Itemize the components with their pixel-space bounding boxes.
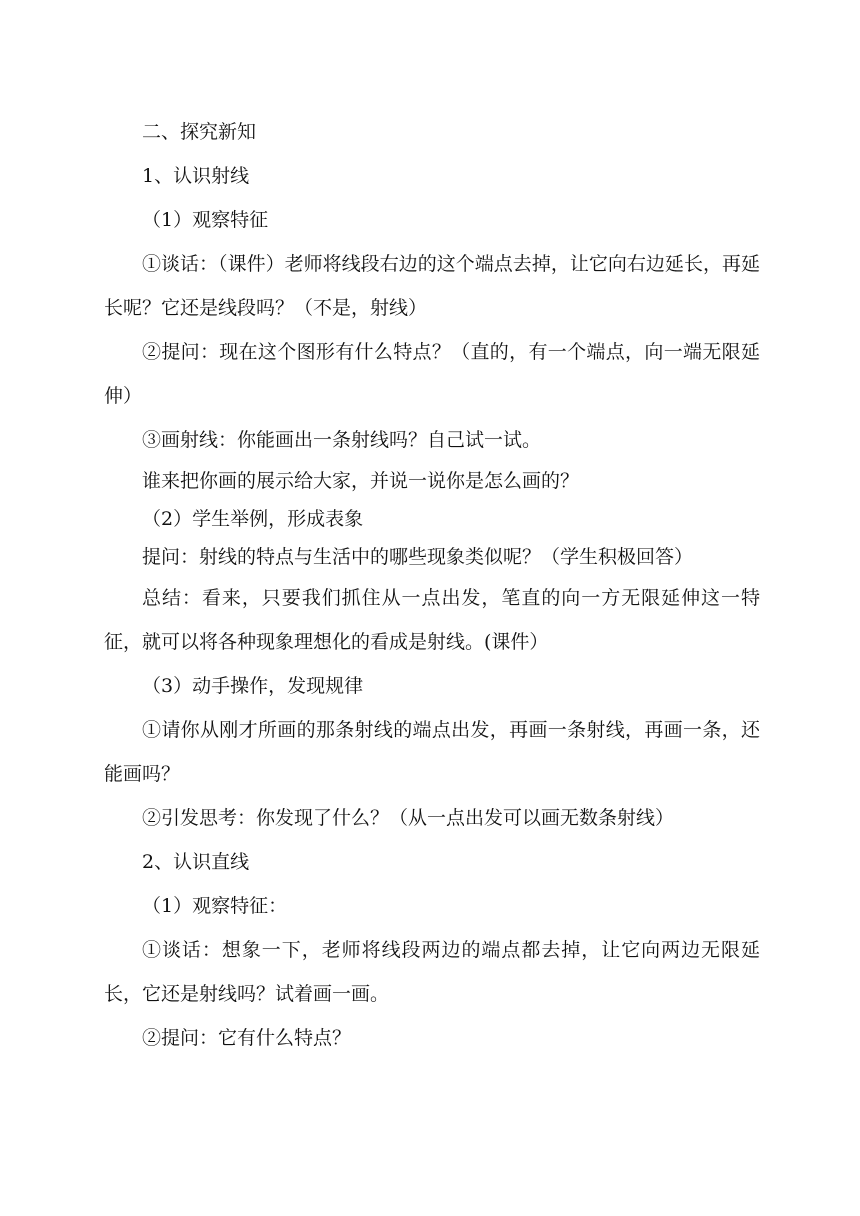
paragraph-question-line: ②提问：它有什么特点？	[142, 1027, 352, 1049]
paragraph-talk-line: ①谈话：想象一下，老师将线段两边的端点都去掉，让它向两边无限延长，它还是射线吗？试着画一画。	[104, 939, 760, 1005]
paragraph-question-examples: 提问：射线的特点与生活中的哪些现象类似呢？（学生积极回答）	[142, 546, 694, 568]
paragraph-talk-ray: ①谈话：（课件）老师将线段右边的这个端点去掉，让它向右边延长，再延长呢？它还是线段吗？（不是，射线）	[104, 253, 760, 319]
paragraph-draw-ray: ③画射线：你能画出一条射线吗？自己试一试。	[142, 429, 542, 451]
paragraph-summary: 总结：看来，只要我们抓住从一点出发，笔直的向一方无限延伸这一特征，就可以将各种现象理想化的看成是射线。(课件）	[104, 587, 760, 653]
paragraph-question-ray: ②提问：现在这个图形有什么特点？（直的，有一个端点，向一端无限延伸）	[104, 341, 760, 407]
subheading-line: 2、认识直线	[142, 851, 250, 873]
paragraph-show-drawing: 谁来把你画的展示给大家，并说一说你是怎么画的？	[142, 470, 580, 492]
subsection-observe-ray: （1）观察特征	[142, 209, 269, 231]
subsection-observe-line: （1）观察特征：	[142, 895, 288, 917]
document-body	[104, 110, 760, 1060]
subheading-ray: 1、认识射线	[142, 165, 250, 187]
section-heading-explore: 二、探究新知	[142, 121, 257, 143]
paragraph-draw-more-rays: ①请你从刚才所画的那条射线的端点出发，再画一条射线，再画一条，还能画吗？	[104, 719, 760, 785]
paragraph-reflection: ②引发思考：你发现了什么？（从一点出发可以画无数条射线）	[142, 807, 675, 829]
subsection-examples: （2）学生举例，形成表象	[142, 508, 364, 530]
subsection-hands-on: （3）动手操作，发现规律	[142, 675, 364, 697]
